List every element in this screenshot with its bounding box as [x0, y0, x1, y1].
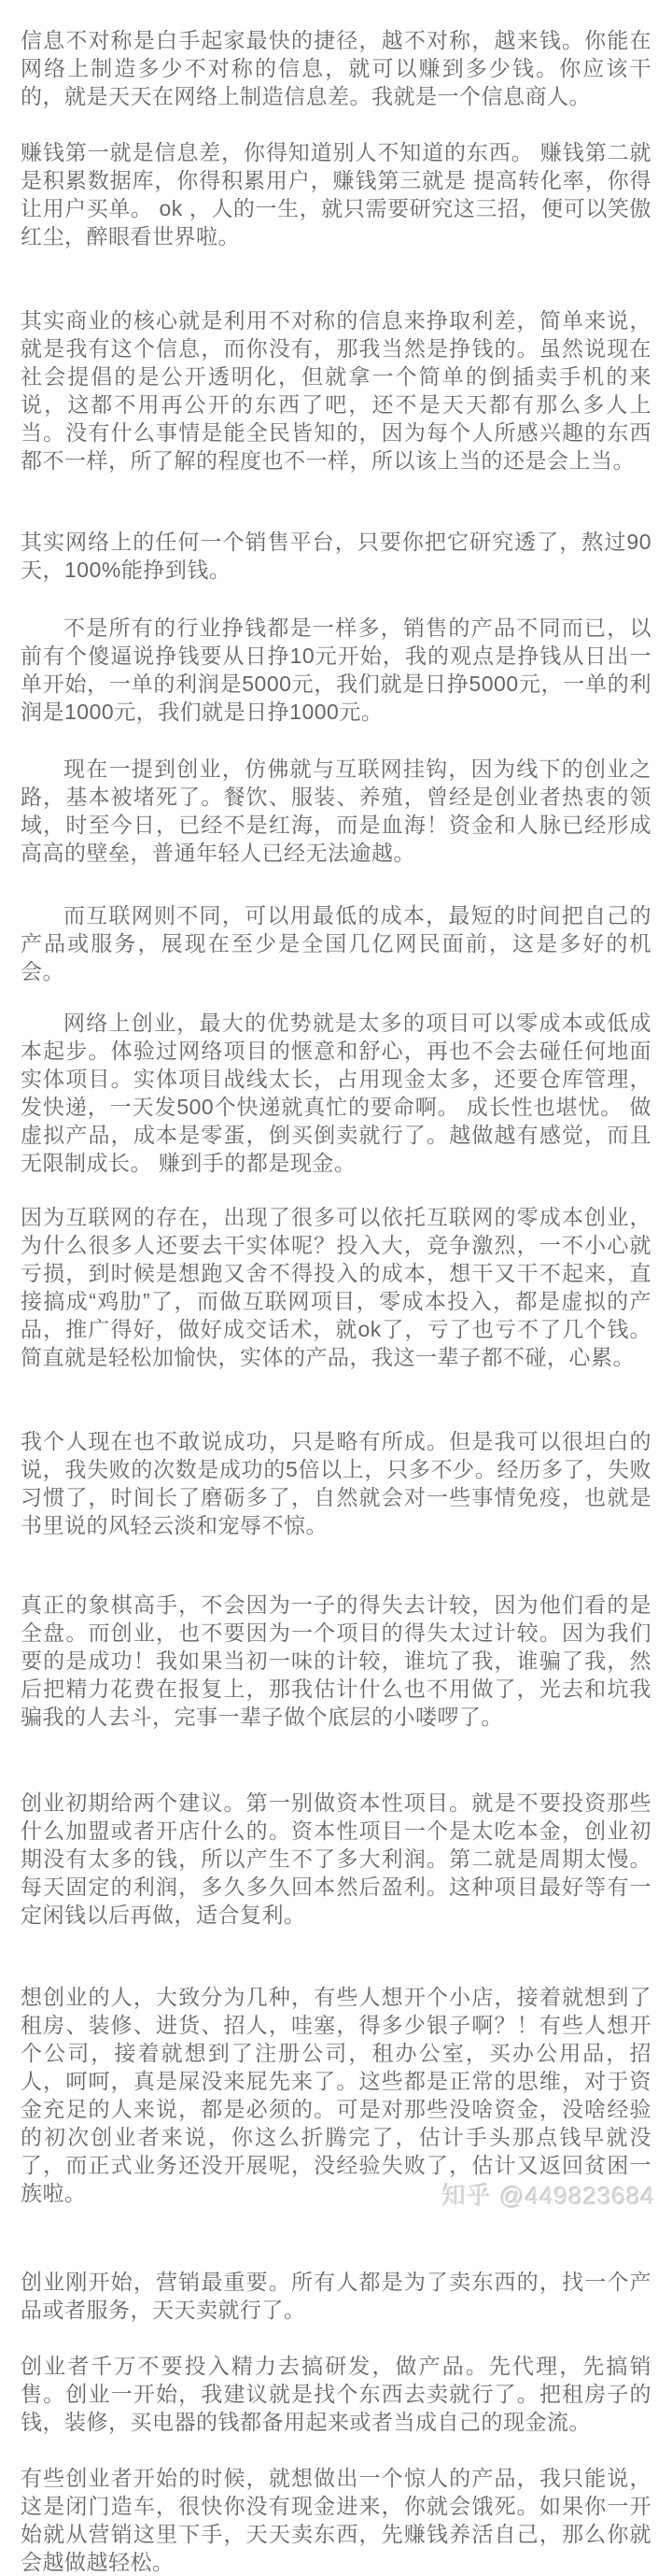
- paragraph: 网络上创业，最大的优势就是太多的项目可以零成本或低成本起步。体验过网络项目的惬意和舒心，再也不会去碰任何地面实体项目。实体项目战线太长，占用现金太多，还要仓库管理，发快递，一天发500个快递就真忙的要命啊。 成长性也堪忧。 做虚拟产品，成本是零蛋，倒买倒卖就行了。越做越有感觉，而且无限制成长。 赚到手的都是现金。: [21, 1011, 651, 1175]
- paragraph: 我个人现在也不敢说成功，只是略有所成。但是我可以很坦白的说，我失败的次数是成功的5倍以上，只多不少。经历多了，失败习惯了，时间长了磨砺多了，自然就会对一些事情免疫，也就是书里说的风轻云淡和宠辱不惊。: [21, 1429, 651, 1537]
- paragraph: 创业刚开始，营销最重要。所有人都是为了卖东西的，找一个产品或者服务，天天卖就行了。: [21, 2270, 651, 2322]
- paragraph: 想创业的人，大致分为几种，有些人想开个小店，接着就想到了租房、装修、进货、招人，哇塞，得多少银子啊？！有些人想开个公司，接着就想到了注册公司，租办公室，买办公用品，招人，呵呵，真是屎没来屁先来了。这些都是正常的思维，对于资金充足的人来说，都是必须的。可是对那些没啥资金，没啥经验的初次创业者来说，你这么折腾完了，估计手头那点钱早就没了，而正式业务还没开展呢，没经验失败了，估计又返回贫困一族啦。: [21, 1985, 651, 2205]
- paragraph: 其实商业的核心就是利用不对称的信息来挣取利差，简单来说，就是我有这个信息，而你没有，那我当然是挣钱的。虽然说现在社会提倡的是公开透明化，但就拿一个简单的倒插卖手机的来说，这都不用再公开的东西了吧，还不是天天都有那么多人上当。没有什么事情是能全民皆知的，因为每个人所感兴趣的东西都不一样，所了解的程度也不一样，所以该上当的还是会上当。: [21, 308, 651, 473]
- paragraph: 创业者千万不要投入精力去搞研发，做产品。先代理，先搞销售。创业一开始，我建议就是找个东西去卖就行了。把租房子的钱，装修，买电器的钱都备用起来或者当成自己的现金流。: [21, 2354, 651, 2434]
- paragraph: 有些创业者开始的时候，就想做出一个惊人的产品，我只能说，这是闭门造车，很快你没有现金进来，你就会饿死。如果你一开始就从营销这里下手，天天卖东西，先赚钱养活自己，那么你就会越做越轻松。: [21, 2466, 651, 2574]
- paragraph: 其实网络上的任何一个销售平台，只要你把它研究透了，熬过90天，100%能挣到钱。: [21, 530, 651, 582]
- paragraph: 创业初期给两个建议。第一别做资本性项目。就是不要投资那些什么加盟或者开店什么的。资本性项目一个是太吃本金，创业初期没有太多的钱，所以产生不了多大利润。第二就是周期太慢。每天固定的利润，多久多久回本然后盈利。这种项目最好等有一定闲钱以后再做，适合复利。: [21, 1790, 651, 1927]
- paragraph: 赚钱第一就是信息差，你得知道别人不知道的东西。 赚钱第二就是积累数据库，你得积累用户，赚钱第三就是 提高转化率，你得让用户买单。 ok ，人的一生，就只需要研究这三招，便可以笑傲红尘，醉眼看世界啦。: [21, 140, 651, 248]
- paragraph: 不是所有的行业挣钱都是一样多，销售的产品不同而已，以前有个傻逼说挣钱要从日挣10元开始，我的观点是挣钱从日出一单开始，一单的利润是5000元，我们就是日挣5000元，一单的利润是1000元，我们就是日挣1000元。: [21, 616, 651, 724]
- paragraph: 现在一提到创业，仿佛就与互联网挂钩，因为线下的创业之路，基本被堵死了。餐饮、服装、养殖，曾经是创业者热衷的领域，时至今日，已经不是红海，而是血海！资金和人脉已经形成高高的壁垒，普通年轻人已经无法逾越。: [21, 757, 651, 865]
- paragraph: 而互联网则不同，可以用最低的成本，最短的时间把自己的产品或服务，展现在至少是全国几亿网民面前，这是多好的机会。: [21, 903, 651, 984]
- paragraph: 真正的象棋高手，不会因为一子的得失去计较，因为他们看的是全盘。而创业，也不要因为一个项目的得失太过计较。因为我们要的是成功！我如果当初一味的计较，谁坑了我，谁骗了我，然后把精力花费在报复上，那我估计什么也不用做了，光去和坑我骗我的人去斗，完事一辈子做个底层的小喽啰了。: [21, 1592, 651, 1729]
- paragraph: 因为互联网的存在，出现了很多可以依托互联网的零成本创业，为什么很多人还要去干实体呢？投入大，竞争激烈，一不小心就亏损，到时候是想跑又舍不得投入的成本，想干又干不起来，直接搞成“鸡肋”了，而做互联网项目，零成本投入，都是虚拟的产品，推广得好，做好成交话术，就ok了，亏了也亏不了几个钱。简直就是轻松加愉快，实体的产品，我这一辈子都不碰，心累。: [21, 1205, 651, 1369]
- zhihu-watermark: 知乎 @449823684: [441, 2182, 655, 2210]
- paragraph: 信息不对称是白手起家最快的捷径，越不对称，越来钱。你能在网络上制造多少不对称的信息，就可以赚到多少钱。你应该干的，就是天天在网络上制造信息差。我就是一个信息商人。: [21, 28, 651, 108]
